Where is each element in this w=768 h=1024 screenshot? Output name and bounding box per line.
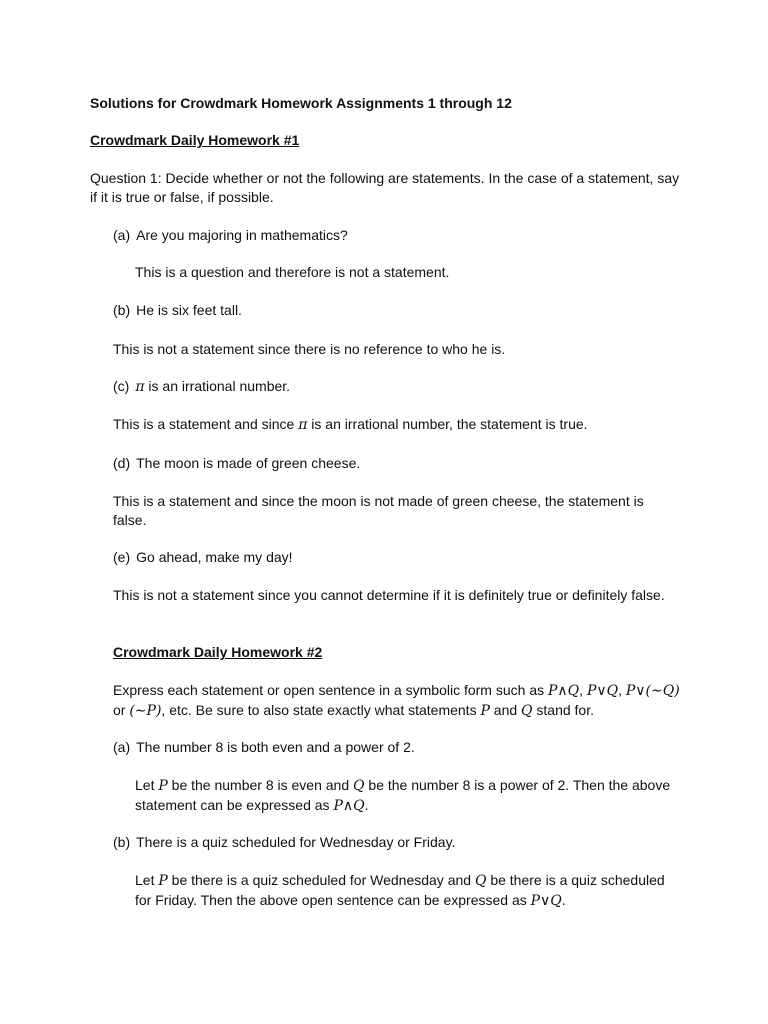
intro-text: Express each statement or open sentence in a symbolic form such as	[113, 682, 545, 698]
answer-text: Let	[135, 872, 155, 888]
hw1-item-b	[113, 301, 681, 320]
answer-text: be the number 8 is even and	[171, 777, 350, 793]
hw1-answer-e: This is not a statement since you cannot determine if it is definitely true or definitely false.	[113, 587, 665, 603]
answer-text: be the number 8 is a power of 2. Then the above statement can be expressed as	[135, 777, 671, 813]
intro-and: and	[493, 702, 518, 718]
item-label: (b)	[113, 834, 131, 850]
math-p-or-q: P∨Q	[586, 683, 619, 699]
homework-1-heading: Crowdmark Daily Homework #1	[90, 132, 300, 148]
hw1-item-e	[113, 548, 681, 567]
question-1-prompt: Question 1: Decide whether or not the following are statements. In the case of a statement, say if it is true or false, if possible.	[90, 170, 680, 205]
answer-text-pre: This is a statement and since	[113, 416, 295, 432]
math-p-or-not-q: P∨(∼Q)	[625, 683, 680, 699]
item-label: (b)	[113, 302, 131, 318]
hw2-answer-b	[135, 871, 683, 911]
item-text: The number 8 is both even and a power of 2.	[136, 739, 415, 755]
hw2-answer-a	[135, 776, 683, 816]
item-label: (d)	[113, 455, 131, 471]
item-text-rest: is an irrational number.	[148, 378, 291, 394]
math-q: Q	[474, 873, 487, 889]
item-text: He is six feet tall.	[136, 302, 242, 318]
item-text: Are you majoring in mathematics?	[136, 227, 348, 243]
answer-text-post: is an irrational number, the statement is true.	[311, 416, 588, 432]
hw2-item-a	[113, 738, 681, 757]
homework-2-heading: Crowdmark Daily Homework #2	[113, 644, 323, 660]
hw1-item-d	[113, 454, 681, 473]
item-text	[135, 377, 681, 397]
intro-text: stand for.	[536, 702, 594, 718]
document-title: Solutions for Crowdmark Homework Assignments 1 through 12	[90, 95, 512, 111]
math-p: P	[158, 778, 168, 794]
answer-text: be there is a quiz scheduled for Friday. Then the above open sentence can be expressed as	[135, 872, 665, 908]
intro-comma: ,	[618, 682, 622, 698]
item-text: The moon is made of green cheese.	[136, 455, 361, 471]
pi-symbol: π	[135, 379, 145, 395]
item-text: Go ahead, make my day!	[136, 549, 293, 565]
math-p-and-q: P∧Q	[333, 798, 365, 814]
math-p: P	[480, 703, 490, 719]
answer-period: .	[561, 892, 566, 908]
hw1-item-c	[113, 377, 681, 397]
answer-period: .	[364, 797, 369, 813]
hw1-answer-a: This is a question and therefore is not a statement.	[135, 264, 450, 280]
item-label: (c)	[113, 378, 130, 394]
item-label: (a)	[113, 739, 131, 755]
hw2-item-b	[113, 833, 681, 852]
hw1-answer-d: This is a statement and since the moon is not made of green cheese, the statement is false.	[113, 493, 644, 528]
hw1-answer-c	[113, 415, 681, 435]
item-label: (a)	[113, 227, 131, 243]
intro-comma: ,	[579, 682, 584, 698]
pi-symbol: π	[298, 417, 308, 433]
hw1-answer-b: This is not a statement since there is no reference to who he is.	[113, 341, 506, 357]
item-label: (e)	[113, 549, 131, 565]
math-not-p: (∼P)	[129, 703, 162, 719]
hw2-intro	[113, 681, 681, 721]
math-p-and-q: P∧Q	[548, 683, 580, 699]
math-p: P	[158, 873, 168, 889]
math-q: Q	[353, 778, 365, 794]
hw1-item-a	[113, 226, 681, 245]
item-text: There is a quiz scheduled for Wednesday or Friday.	[136, 834, 456, 850]
answer-text: be there is a quiz scheduled for Wednesday and	[171, 872, 472, 888]
math-p-or-q: P∨Q	[530, 893, 562, 909]
math-q: Q	[521, 703, 533, 719]
intro-text: , etc. Be sure to also state exactly what statements	[161, 702, 477, 718]
answer-text: Let	[135, 777, 155, 793]
intro-or: or	[113, 702, 126, 718]
